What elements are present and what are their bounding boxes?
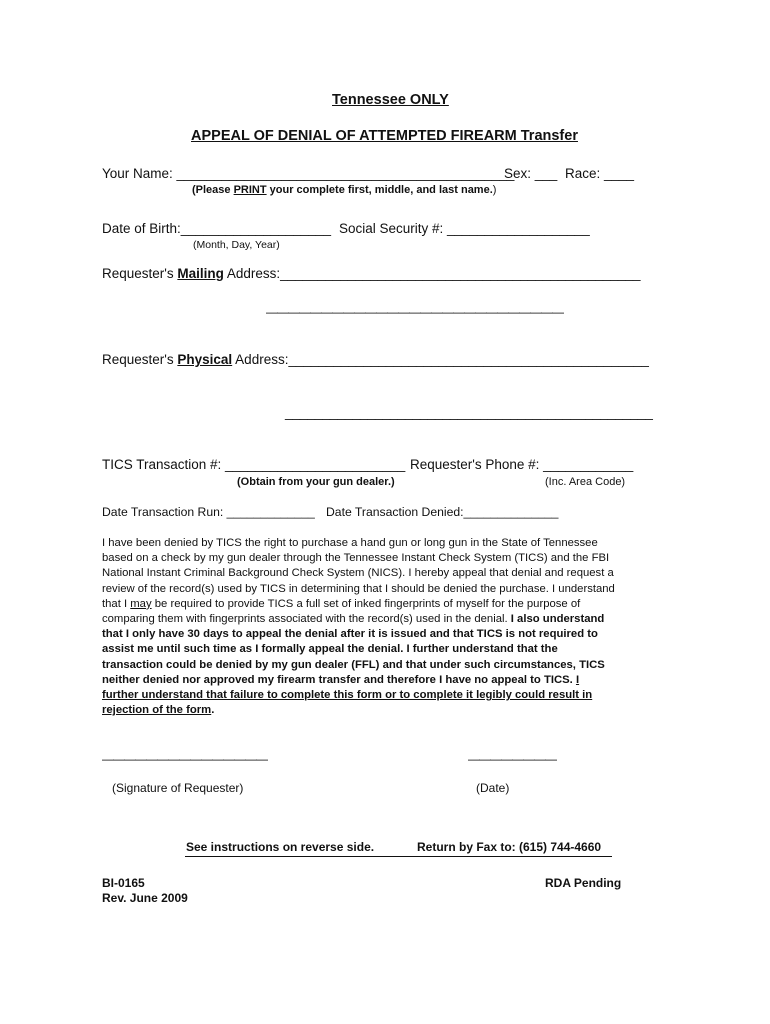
- l6-pre: comparing them with fingerprints associated with the record(s) used in the denial.: [102, 613, 511, 626]
- mailing-address-field[interactable]: [102, 266, 641, 281]
- l5-pre: that I: [102, 597, 131, 610]
- mailing-word: Mailing: [177, 266, 224, 281]
- statement-line-2: based on a check by my gun dealer through the Tennessee Instant Check System (TICS) and the FBI: [102, 552, 610, 565]
- name-hint: [192, 184, 496, 196]
- physical-address-line2[interactable]: _________________________________________________: [285, 405, 653, 420]
- date-signed-line[interactable]: ————————: [468, 752, 556, 766]
- name-line: _____________________________________________: [176, 166, 515, 181]
- instructions-note: See instructions on reverse side.: [186, 840, 375, 854]
- tics-hint: (Obtain from your gun dealer.): [237, 476, 395, 488]
- statement-line-4: review of the record(s) used by TICS in determining that I should be denied the purchase. I understand: [102, 582, 615, 595]
- physical-post: Address:________________________________________________: [232, 352, 649, 367]
- physical-pre: Requester's: [102, 352, 178, 367]
- statement-line-11: further understand that failure to complete this form or to complete it legibly could result in: [102, 689, 593, 702]
- l12-underlined: rejection of the form: [102, 704, 212, 717]
- form-title: APPEAL OF DENIAL OF ATTEMPTED FIREARM Transfer: [191, 128, 578, 144]
- sex-field[interactable]: Sex: ___: [504, 166, 558, 181]
- tics-transaction-field[interactable]: TICS Transaction #: ________________________: [102, 457, 406, 472]
- race-field[interactable]: Race: ____: [565, 166, 635, 181]
- statement-line-9: transaction could be denied by my gun dealer (FFL) and that under such circumstances, TICS: [102, 658, 605, 671]
- date-caption: (Date): [476, 781, 510, 795]
- signature-line[interactable]: ———————————————: [102, 752, 267, 766]
- rda-status: RDA Pending: [545, 876, 622, 890]
- name-label: Your Name:: [102, 166, 177, 181]
- form-id: BI-0165: [102, 876, 145, 890]
- ssn-field[interactable]: Social Security #: ___________________: [339, 221, 590, 236]
- name-hint-print: PRINT: [233, 184, 267, 196]
- name-hint-close: ): [492, 184, 497, 196]
- name-hint-post: your complete first, middle, and last name.: [266, 184, 493, 196]
- revision-date: Rev. June 2009: [102, 891, 188, 905]
- dob-field[interactable]: Date of Birth:____________________: [102, 221, 331, 236]
- mailing-post: Address:________________________________________________: [223, 266, 641, 281]
- date-denied-field[interactable]: Date Transaction Denied:______________: [326, 505, 559, 519]
- state-heading: Tennessee ONLY: [332, 92, 449, 108]
- l5-may: may: [130, 597, 152, 610]
- signature-caption: (Signature of Requester): [112, 781, 244, 795]
- fax-note: Return by Fax to: (615) 744-4660: [417, 840, 602, 854]
- statement-line-5: [102, 597, 652, 612]
- name-field[interactable]: [102, 166, 514, 181]
- l6-bold: I also understand: [510, 613, 605, 626]
- statement-line-3: National Instant Criminal Background Check System (NICS). I hereby appeal that denial and request a: [102, 567, 614, 580]
- statement-line-7: that I only have 30 days to appeal the denial after it is issued and that TICS is not required to: [102, 628, 598, 641]
- statement-line-12: [102, 703, 652, 718]
- l5-post: be required to provide TICS a full set of inked fingerprints of myself for the purpose of: [151, 597, 581, 610]
- physical-word: Physical: [177, 352, 233, 367]
- l10-pre: neither denied nor approved my firearm transfer and therefore I have no appeal to TICS.: [102, 673, 576, 686]
- l10-underlined: I: [575, 673, 580, 686]
- mailing-address-line2[interactable]: ———————————————————————————: [266, 305, 563, 319]
- statement-line-1: I have been denied by TICS the right to purchase a hand gun or long gun in the State of Tennessee: [102, 537, 598, 549]
- l12-end: .: [211, 704, 215, 717]
- physical-address-field[interactable]: [102, 352, 649, 367]
- dob-hint: (Month, Day, Year): [193, 239, 280, 251]
- statement-line-10: [102, 673, 652, 688]
- appeal-statement: [102, 536, 652, 718]
- footer-rule: [185, 856, 612, 857]
- date-run-field[interactable]: Date Transaction Run: _____________: [102, 505, 315, 519]
- phone-field[interactable]: Requester's Phone #: ____________: [410, 457, 634, 472]
- phone-hint: (Inc. Area Code): [545, 476, 626, 488]
- mailing-pre: Requester's: [102, 266, 178, 281]
- statement-line-8: assist me until such time as I formally appeal the denial. I further understand that the: [102, 643, 558, 656]
- name-hint-pre: (Please: [192, 184, 234, 196]
- statement-line-6: [102, 612, 652, 627]
